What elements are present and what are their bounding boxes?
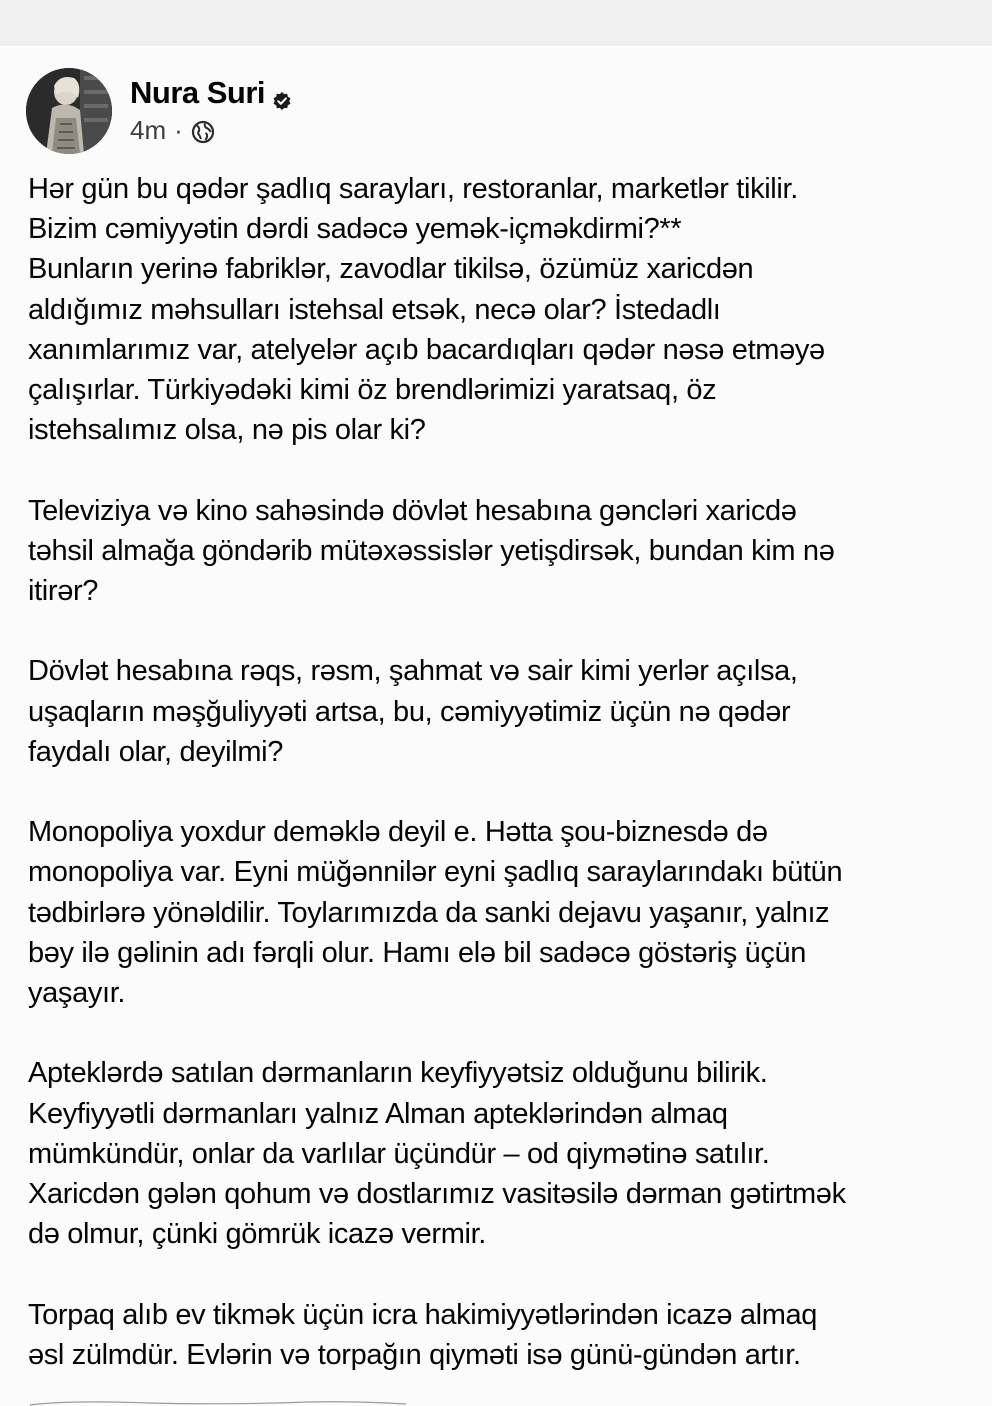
post-text-line: faydalı olar, deyilmi? <box>28 735 284 768</box>
post-paragraph <box>28 1295 986 1375</box>
author-row <box>130 75 292 111</box>
post-body <box>28 169 986 1406</box>
post-text-line: Apteklərdə satılan dərmanların keyfiyyətsiz olduğunu bilirik. <box>28 1057 768 1090</box>
post-text-line: təhsil almağa göndərib mütəxəssislər yetişdirsək, bundan kim nə <box>28 534 835 567</box>
post-header <box>26 68 292 154</box>
post-text-line: itirər? <box>28 575 99 608</box>
post-text-line: monopoliya var. Eyni müğənnilər eyni şadlıq saraylarındakı bütün <box>28 856 843 889</box>
post-text-line: tədbirlərə yönəldilir. Toylarımızda da sanki dejavu yaşanır, yalnız <box>28 896 830 929</box>
post-text-line: bəy ilə gəlinin adı fərqli olur. Hamı elə bil sadəcə göstəriş üçün <box>28 936 807 969</box>
verified-badge-icon <box>272 83 292 103</box>
meta-separator: · <box>174 115 183 145</box>
post-paragraph <box>28 491 986 612</box>
post-text-line: Keyfiyyətli dərmanları yalnız Alman apteklərindən almaq <box>28 1097 728 1130</box>
post-text-line: mümkündür, onlar da varlılar üçündür – od qiymətinə satılır. <box>28 1137 770 1170</box>
post-timestamp[interactable]: 4m <box>130 115 167 145</box>
author-name[interactable]: Nura Suri <box>130 75 266 110</box>
avatar[interactable] <box>26 68 112 154</box>
post-paragraph <box>28 651 986 772</box>
post-paragraph <box>28 169 986 450</box>
post-text-line: istehsalımız olsa, nə pis olar ki? <box>28 414 426 447</box>
post-text-line: Bunların yerinə fabriklər, zavodlar tikilsə, özümüz xaricdən <box>28 253 754 286</box>
globe-icon[interactable] <box>191 118 215 142</box>
post-paragraph <box>28 812 986 1013</box>
post-text-line: Bizim cəmiyyətin dərdi sadəcə yemək-içməkdirmi?** <box>28 213 682 246</box>
post-text-line: Hər gün bu qədər şadlıq sarayları, restoranlar, marketlər tikilir. <box>28 173 798 205</box>
post-paragraph <box>28 1053 986 1254</box>
post-text-line: Dövlət hesabına rəqs, rəsm, şahmat və sair kimi yerlər açılsa, <box>28 655 798 688</box>
post-meta <box>130 75 292 147</box>
post-text-line: uşaqların məşğuliyyəti artsa, bu, cəmiyyətimiz üçün nə qədər <box>28 695 791 728</box>
post-text-line: Xaricdən gələn qohum və dostlarımız vasitəsilə dərman gətirtmək <box>28 1178 846 1211</box>
truncated-text-line <box>28 1399 408 1406</box>
facebook-post <box>0 48 992 1406</box>
post-text-line: xanımlarımız var, atelyelər açıb bacardıqları qədər nəsə etməyə <box>28 333 825 366</box>
post-text-line: yaşayır. <box>28 977 126 1010</box>
post-text-line: çalışırlar. Türkiyədəki kimi öz brendlərimizi yaratsaq, öz <box>28 374 717 407</box>
post-text-line: aldığımız məhsulları istehsal etsək, necə olar? İstedadlı <box>28 293 721 326</box>
avatar-image <box>26 68 112 154</box>
top-bar <box>0 0 992 46</box>
post-text-line: Torpaq alıb ev tikmək üçün icra hakimiyyətlərindən icazə almaq <box>28 1298 818 1331</box>
post-subline <box>130 113 292 147</box>
post-text-line: Monopoliya yoxdur deməklə deyil e. Hətta şou-biznesdə də <box>28 816 768 849</box>
post-text-line: Televiziya və kino sahəsində dövlət hesabına gəncləri xaricdə <box>28 494 797 527</box>
post-text-line: əsl zülmdür. Evlərin və torpağın qiyməti isə günü-gündən artır. <box>28 1338 801 1371</box>
post-text-line: də olmur, çünki gömrük icazə vermir. <box>28 1218 487 1251</box>
